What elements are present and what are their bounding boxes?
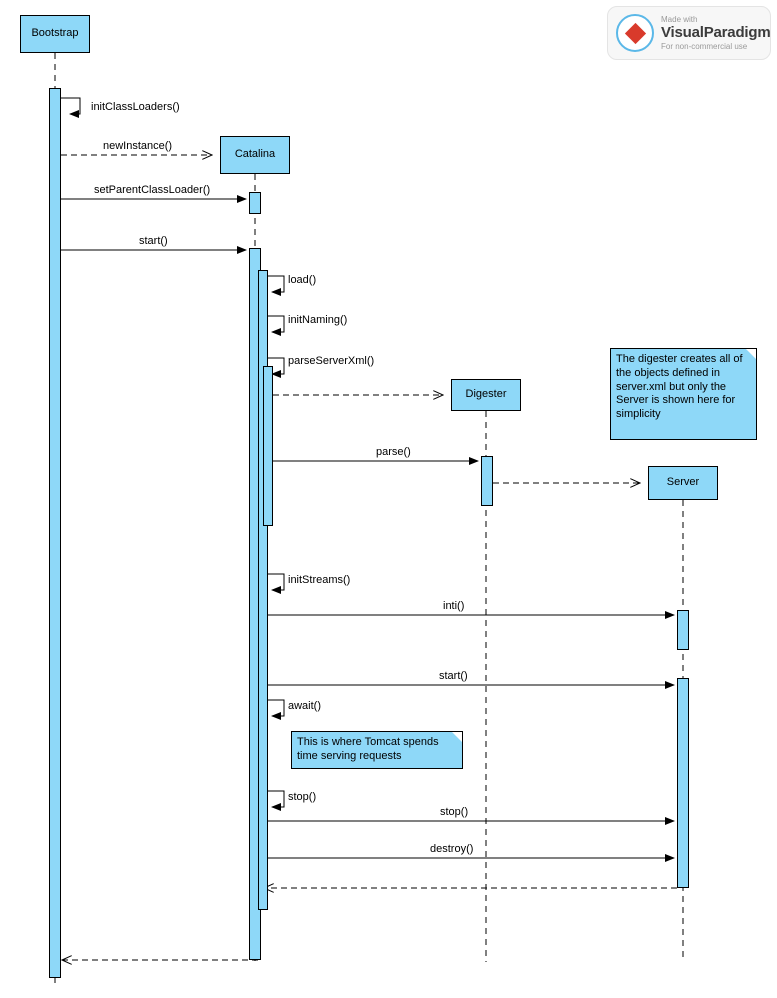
lifeline-name: Bootstrap [31,27,79,40]
message-label-inti: inti() [443,600,465,612]
message-label-parseserverxml: parseServerXml() [288,355,375,367]
lifeline-head-server[interactable] [648,466,718,500]
message-label-start-server: start() [439,670,468,682]
note-fold-corner [746,349,756,359]
message-label-load: load() [288,274,317,286]
watermark-text [661,15,770,51]
message-label-newinstance: newInstance() [103,140,173,152]
message-label-stop-server: stop() [440,806,469,818]
lifeline-name: Server [666,476,700,489]
lifeline-head-bootstrap[interactable] [20,15,90,53]
activation-bootstrap-main[interactable] [49,88,61,978]
message-label-initnaming: initNaming() [288,314,348,326]
lifeline-head-catalina[interactable] [220,136,290,174]
diamond-shape-icon [624,22,645,43]
lifeline-name: Digester [465,388,507,401]
message-label-parse: parse() [376,446,411,458]
activation-catalina-setparent[interactable] [249,192,261,214]
message-label-start-catalina: start() [139,235,168,247]
watermark-license: For non-commercial use [661,41,748,51]
message-label-await: await() [288,700,322,712]
visual-paradigm-watermark [607,6,771,60]
lifeline-head-digester[interactable] [451,379,521,411]
activation-catalina-parsexml[interactable] [263,366,273,526]
message-label-setparentclassloader: setParentClassLoader() [94,184,211,196]
note-text: The digester creates all of the objects defined in server.xml but only the Server is shown here for simplicity [616,353,743,420]
note-await[interactable] [291,731,463,769]
message-label-initclassloaders: initClassLoaders() [91,101,180,113]
message-label-destroy: destroy() [430,843,474,855]
lifeline-name: Catalina [234,148,276,161]
activation-server-init[interactable] [677,610,689,650]
note-fold-corner [452,732,462,742]
activation-server-start[interactable] [677,678,689,888]
message-label-initstreams: initStreams() [288,574,351,586]
watermark-brand: VisualParadigm [661,24,771,42]
message-label-stop-self: stop() [288,791,317,803]
messages [61,98,677,960]
visual-paradigm-logo-icon [616,14,654,52]
note-digester[interactable] [610,348,757,440]
watermark-made-with: Made with [661,15,698,25]
note-text: This is where Tomcat spends time serving requests [297,736,439,762]
activation-digester-parse[interactable] [481,456,493,506]
